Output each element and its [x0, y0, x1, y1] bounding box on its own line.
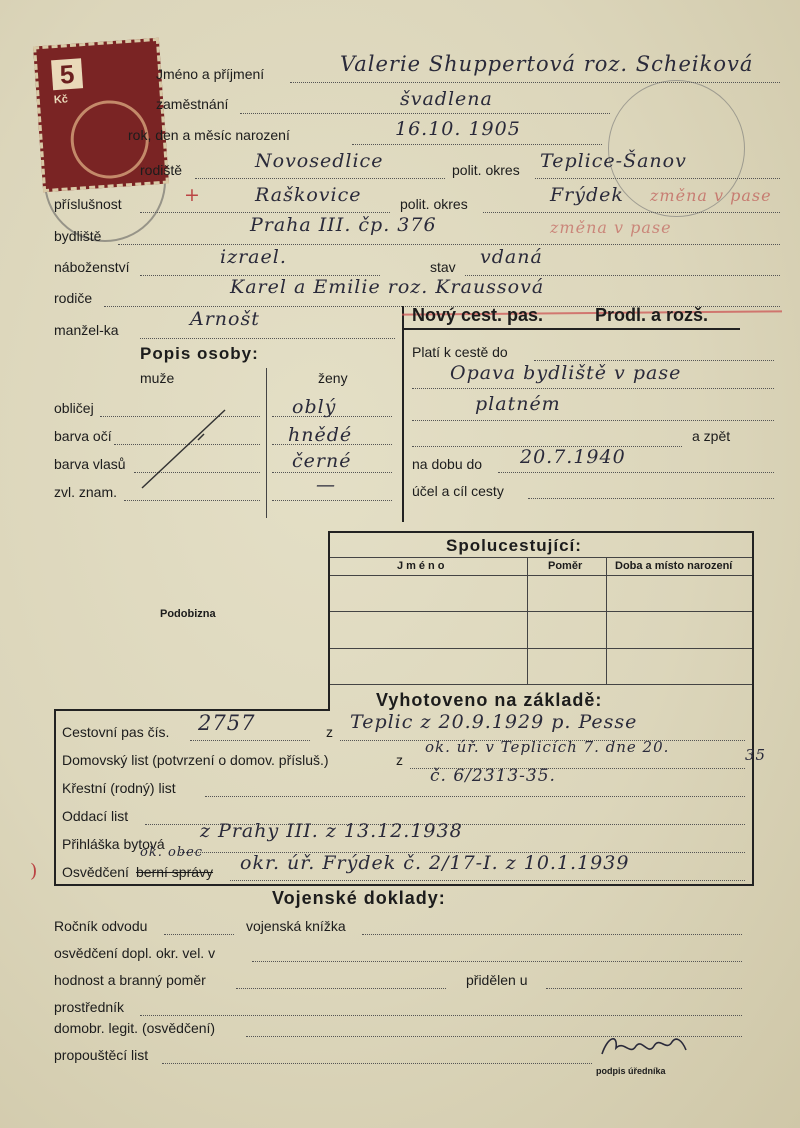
line-year [164, 934, 234, 935]
label-religion: náboženství [54, 259, 130, 275]
passport-box-top-border [402, 328, 740, 330]
label-birth: rok, den a měsíc narození [128, 127, 290, 143]
line-spouse [140, 338, 395, 339]
issued-top-border [54, 709, 330, 711]
companions-col-divider-2 [606, 558, 607, 684]
label-purpose: účel a cíl cesty [412, 483, 504, 499]
line-booklet [362, 934, 742, 935]
label-status: stav [430, 259, 456, 275]
line-certificate [230, 880, 745, 881]
signature-label: podpis úředníka [596, 1066, 666, 1076]
label-intermediary: prostředník [54, 999, 125, 1015]
value-period: 20.7.1940 [520, 446, 626, 468]
value-citizenship-note: změna v pase [650, 186, 772, 205]
description-col-male: muže [140, 370, 175, 386]
value-parents: Karel a Emilie roz. Kraussová [230, 276, 545, 298]
value-valid-to-2: platném [475, 393, 561, 415]
label-certificate-struck: berní správy [136, 864, 214, 880]
label-passport-z: z [326, 724, 333, 740]
label-birth-district: polit. okres [452, 162, 520, 178]
label-passport-no: Cestovní pas čís. [62, 724, 170, 740]
passport-heading-extend: Prodl. a rozš. [595, 305, 709, 325]
value-birth-district: Teplice-Šanov [540, 150, 687, 172]
line-birth [352, 144, 602, 145]
line-valid-to-3 [412, 420, 774, 421]
value-citizenship: Raškovice [255, 184, 362, 206]
companions-top-border [328, 531, 754, 533]
line-valid-to [534, 360, 774, 361]
stamp-value: 5 [51, 58, 83, 90]
line-period [498, 472, 774, 473]
desc-value-hair: černé [292, 450, 352, 472]
line-rank [236, 988, 446, 989]
desc-label-face: obličej [54, 400, 94, 416]
desc-line-marks-f [272, 500, 392, 501]
photo-label: Podobizna [160, 608, 216, 620]
value-status: vdaná [480, 246, 543, 268]
line-birth-district [535, 178, 780, 179]
label-booklet: vojenská knížka [246, 918, 346, 934]
line-name [290, 82, 780, 83]
label-certificate: Osvědčení [62, 864, 129, 880]
value-certificate: okr. úř. Frýdek č. 2/17-I. z 10.1.1939 [240, 852, 630, 874]
description-divider [266, 368, 267, 518]
label-citizenship-district: polit. okres [400, 196, 468, 212]
value-birthplace: Novosedlice [255, 150, 384, 172]
desc-label-marks: zvl. znam. [54, 484, 118, 500]
desc-line-marks-m [124, 500, 260, 501]
value-name: Valerie Shuppertová roz. Scheiková [340, 52, 754, 76]
value-valid-to-1: Opava bydliště v pase [450, 362, 682, 384]
value-homeland-margin: 35 [745, 746, 767, 764]
line-passport-no [190, 740, 310, 741]
label-occupation: zaměstnání [156, 96, 229, 112]
value-spouse: Arnošt [190, 308, 260, 330]
label-discharge: propouštěcí list [54, 1047, 149, 1063]
desc-value-marks: — [316, 474, 336, 496]
line-purpose [528, 498, 774, 499]
line-citizenship-district [483, 212, 780, 213]
description-col-female: ženy [318, 370, 348, 386]
companions-row-rule-2 [330, 648, 752, 649]
passport-heading-new: Nový cest. pas. [412, 305, 544, 325]
line-occupation [240, 113, 610, 114]
desc-label-eyes: barva očí [54, 428, 112, 444]
value-religion: izrael. [220, 246, 287, 268]
line-intermediary [140, 1015, 742, 1016]
companions-header-rule [330, 575, 752, 576]
companions-title: Spolucestující: [446, 536, 582, 555]
companions-title-rule [330, 557, 752, 558]
value-certificate-inserted: ok. obec [140, 845, 204, 860]
description-title: Popis osoby: [140, 344, 259, 363]
military-title: Vojenské doklady: [272, 888, 446, 908]
label-marriage: Oddací list [62, 808, 129, 824]
label-valid-to: Platí k cestě do [412, 344, 508, 360]
label-name: Jméno a příjmení [156, 66, 265, 82]
value-citizenship-district: Frýdek [550, 184, 624, 206]
companions-col-birth: Doba a místo narození [615, 560, 733, 572]
plus-mark-icon: + [184, 184, 201, 206]
label-residence-reg: Přihláška bytová [62, 836, 165, 852]
line-discharge [162, 1063, 592, 1064]
passport-box-left-border [402, 306, 404, 522]
label-parents: rodiče [54, 290, 93, 306]
line-residence [118, 244, 780, 245]
value-homeland-2: č. 6/2313-35. [430, 766, 556, 786]
official-signature [596, 1030, 692, 1066]
line-citizenship [140, 212, 390, 213]
issued-title: Vyhotoveno na základě: [376, 690, 603, 710]
label-citizenship: příslušnost [54, 196, 122, 212]
value-residence-reg: z Prahy III. z 13.12.1938 [200, 820, 463, 842]
desc-value-eyes: hnědé [288, 424, 353, 446]
line-baptism [205, 796, 745, 797]
label-rank: hodnost a branný poměr [54, 972, 206, 988]
companions-row-rule-1 [330, 611, 752, 612]
desc-label-hair: barva vlasů [54, 456, 126, 472]
label-period: na dobu do [412, 456, 483, 472]
label-homeland: Domovský list (potvrzení o domov. přísluš.) [62, 752, 329, 768]
label-spouse: manžel-ka [54, 322, 119, 338]
value-occupation: švadlena [400, 88, 493, 110]
desc-line-hair-f [272, 472, 392, 473]
red-bracket-icon: ) [30, 860, 39, 882]
companions-row-rule-3 [330, 684, 752, 685]
label-baptism: Křestní (rodný) list [62, 780, 176, 796]
value-residence: Praha III. čp. 376 [250, 214, 437, 236]
issued-left-border [54, 709, 56, 885]
companions-col-divider-1 [527, 558, 528, 684]
companions-col-name: Jméno [397, 560, 448, 572]
value-birth: 16.10. 1905 [395, 118, 521, 140]
stamp-currency: Kč [53, 93, 69, 107]
value-homeland-1: ok. úř. v Teplicích 7. dne 20. [425, 738, 670, 756]
issued-bottom-border [54, 884, 754, 886]
label-legion: domobr. legit. (osvědčení) [54, 1020, 216, 1036]
label-military-cert: osvědčení dopl. okr. vel. v [54, 945, 216, 961]
value-passport-from: Teplic z 20.9.1929 p. Pesse [350, 711, 638, 733]
value-residence-note: změna v pase [550, 218, 672, 237]
line-military-cert [252, 961, 742, 962]
label-assigned: přidělen u [466, 972, 528, 988]
line-valid-to-2 [412, 388, 774, 389]
label-homeland-z: z [396, 752, 403, 768]
label-and-back: a zpět [692, 428, 731, 444]
companions-col-relation: Poměr [548, 560, 583, 572]
desc-value-face: oblý [292, 396, 337, 418]
label-birthplace: rodiště [140, 162, 183, 178]
value-passport-no: 2757 [198, 711, 256, 735]
male-column-strike-icon [130, 400, 240, 500]
line-birthplace [195, 178, 445, 179]
companions-right-border [752, 531, 754, 885]
line-assigned [546, 988, 742, 989]
label-residence: bydliště [54, 228, 102, 244]
label-year: Ročník odvodu [54, 918, 148, 934]
